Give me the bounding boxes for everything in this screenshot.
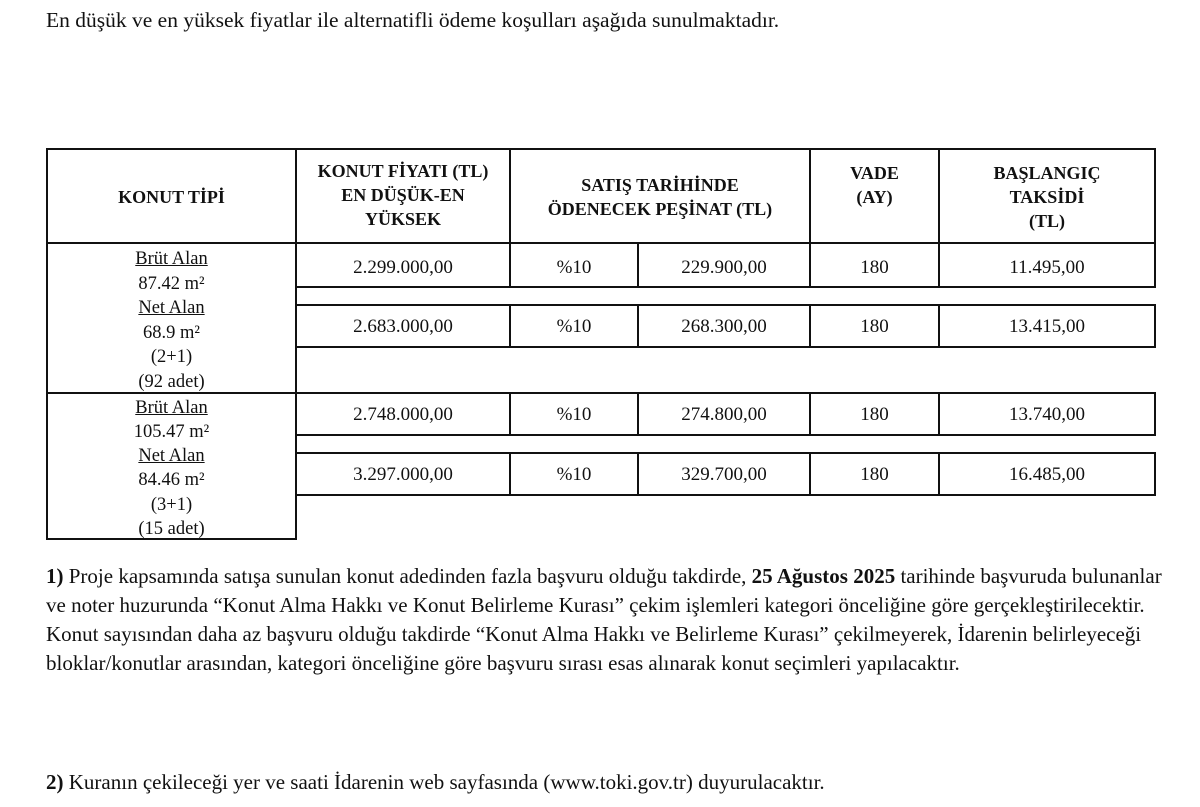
installment-cell — [938, 304, 1156, 348]
net-alan-label: Net Alan — [138, 298, 205, 318]
price-cell — [295, 452, 511, 496]
down-payment-value: 229.900,00 — [681, 257, 767, 278]
header-fiyat-line2: EN DÜŞÜK-EN — [341, 185, 465, 205]
konut-tipi-cell-1 — [46, 242, 297, 394]
header-fiyat-line3: YÜKSEK — [364, 209, 442, 229]
installment-value: 13.740,00 — [1009, 404, 1085, 425]
down-payment-value: 268.300,00 — [681, 316, 767, 337]
note-1-text-a: Proje kapsamında satışa sunulan konut adedinden fazla başvuru olduğu takdirde, — [63, 564, 752, 588]
installment-value: 16.485,00 — [1009, 464, 1085, 485]
unit-count: (92 adet) — [138, 372, 205, 392]
term-cell — [809, 242, 940, 288]
installment-cell — [938, 392, 1156, 436]
header-pesinat — [509, 148, 811, 244]
net-alan-label: Net Alan — [138, 446, 205, 466]
net-alan-value: 68.9 m² — [143, 323, 200, 343]
installment-cell — [938, 242, 1156, 288]
price-value: 3.297.000,00 — [353, 464, 453, 485]
percent-value: %10 — [556, 316, 592, 337]
term-value: 180 — [860, 404, 889, 425]
brut-alan-value: 105.47 m² — [133, 422, 210, 442]
percent-cell — [509, 304, 639, 348]
header-vade-line1: VADE — [850, 163, 899, 183]
note-1-text-b: tarihinde başvuruda bulunanlar ve noter huzurunda “Konut Alma Hakkı ve Konut Belirleme Kurası” çekim işlemleri kategori önceliğine göre gerçekleştirilecektir. Konut sayısından daha az başvuru olduğu takdirde “Konut Alma Hakkı ve Belirleme Kurası” çekilmeyerek, İdarenin belirleyeceği bloklar/konutlar arasından, kategori önceliğine göre başvuru sırası esas alınarak konut seçimleri yapılacaktır. — [46, 564, 1162, 675]
price-value: 2.748.000,00 — [353, 404, 453, 425]
header-konut-tipi-label: KONUT TİPİ — [118, 187, 225, 207]
header-konut-tipi — [46, 148, 297, 244]
price-cell — [295, 392, 511, 436]
term-cell — [809, 392, 940, 436]
term-cell — [809, 304, 940, 348]
note-2 — [46, 768, 1166, 797]
net-alan-value: 84.46 m² — [138, 470, 205, 490]
brut-alan-value: 87.42 m² — [138, 274, 205, 294]
note-1-date: 25 Ağustos 2025 — [751, 564, 896, 588]
price-value: 2.299.000,00 — [353, 257, 453, 278]
note-2-number: 2) — [46, 770, 64, 794]
percent-cell — [509, 452, 639, 496]
price-cell — [295, 304, 511, 348]
term-value: 180 — [860, 257, 889, 278]
header-fiyat-line1: KONUT FİYATI (TL) — [317, 161, 489, 181]
down-payment-cell — [637, 304, 811, 348]
room-type: (2+1) — [150, 347, 193, 367]
note-2-text: Kuranın çekileceği yer ve saati İdarenin web sayfasında (www.toki.gov.tr) duyurulacaktır. — [63, 770, 825, 794]
percent-value: %10 — [556, 404, 592, 425]
installment-value: 13.415,00 — [1009, 316, 1085, 337]
term-value: 180 — [860, 316, 889, 337]
note-1-number: 1) — [46, 564, 64, 588]
down-payment-cell — [637, 392, 811, 436]
percent-value: %10 — [556, 257, 592, 278]
header-pesinat-line2: ÖDENECEK PEŞİNAT (TL) — [547, 199, 773, 219]
unit-count: (15 adet) — [138, 519, 205, 539]
header-vade — [809, 148, 940, 244]
term-value: 180 — [860, 464, 889, 485]
brut-alan-label: Brüt Alan — [135, 249, 208, 269]
down-payment-cell — [637, 242, 811, 288]
down-payment-cell — [637, 452, 811, 496]
room-type: (3+1) — [150, 495, 193, 515]
header-vade-line2: (AY) — [856, 187, 893, 207]
header-taksit-line1: BAŞLANGIÇ — [993, 163, 1101, 183]
percent-value: %10 — [556, 464, 592, 485]
header-taksit — [938, 148, 1156, 244]
percent-cell — [509, 242, 639, 288]
header-konut-fiyati — [295, 148, 511, 244]
price-cell — [295, 242, 511, 288]
konut-tipi-cell-2 — [46, 392, 297, 540]
down-payment-value: 329.700,00 — [681, 464, 767, 485]
percent-cell — [509, 392, 639, 436]
price-value: 2.683.000,00 — [353, 316, 453, 337]
installment-cell — [938, 452, 1156, 496]
brut-alan-label: Brüt Alan — [135, 398, 208, 418]
term-cell — [809, 452, 940, 496]
down-payment-value: 274.800,00 — [681, 404, 767, 425]
installment-value: 11.495,00 — [1009, 257, 1085, 278]
header-pesinat-line1: SATIŞ TARİHİNDE — [581, 175, 739, 195]
header-taksit-line2: TAKSİDİ — [1009, 187, 1085, 207]
intro-text: En düşük ve en yüksek fiyatlar ile alternatifli ödeme koşulları aşağıda sunulmaktadır. — [46, 8, 780, 32]
note-1 — [46, 562, 1166, 678]
header-taksit-line3: (TL) — [1029, 211, 1065, 231]
